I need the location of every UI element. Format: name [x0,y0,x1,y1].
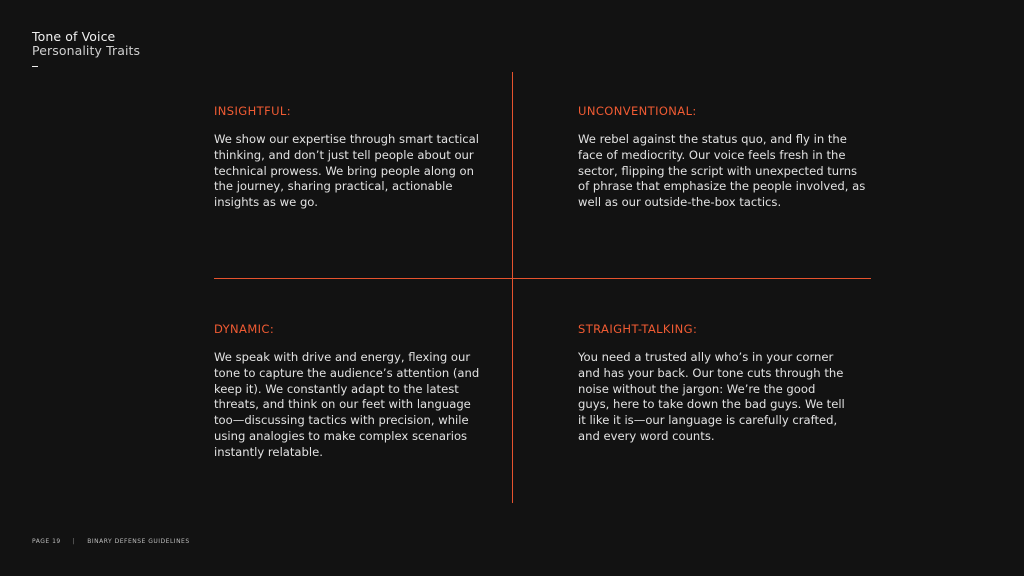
page-header [32,30,140,67]
page-footer [32,538,190,545]
page-number: PAGE 19 [32,538,61,545]
title-dash [32,66,38,67]
horizontal-divider [214,278,871,279]
trait-description: We rebel against the status quo, and fly in the face of mediocrity. Our voice feels fresh in the sector, flipping the script with unexpected turns of phrase that emphasize the people involved, as well as our outside-the-box tactics. [578,132,866,210]
trait-straight-talking [578,322,848,445]
trait-dynamic [214,322,484,461]
footer-separator: | [72,538,76,545]
page-subtitle: Personality Traits [32,43,141,58]
trait-description: You need a trusted ally who’s in your corner and has your back. Our tone cuts through the noise without the jargon: We’re the good guys, here to take down the bad guys. We tell it like it is—our language is carefully crafted, and every word counts. [578,350,845,443]
page-title: Tone of Voice [32,29,116,44]
trait-label: INSIGHTFUL: [214,104,291,118]
trait-unconventional [578,104,870,211]
trait-label: DYNAMIC: [214,322,275,336]
document-name: BINARY DEFENSE GUIDELINES [87,538,190,545]
trait-label: UNCONVENTIONAL: [578,104,697,118]
trait-description: We show our expertise through smart tactical thinking, and don’t just tell people about our technical prowess. We bring people along on the journey, sharing practical, actionable insights as we go. [214,132,479,210]
trait-label: STRAIGHT-TALKING: [578,322,698,336]
trait-insightful [214,104,484,211]
vertical-divider [512,72,513,503]
trait-description: We speak with drive and energy, flexing our tone to capture the audience’s attention (and keep it). We constantly adapt to the latest threats, and think on our feet with language too—discussing tactics with precision, while using analogies to make complex scenarios instantly relatable. [214,350,480,459]
